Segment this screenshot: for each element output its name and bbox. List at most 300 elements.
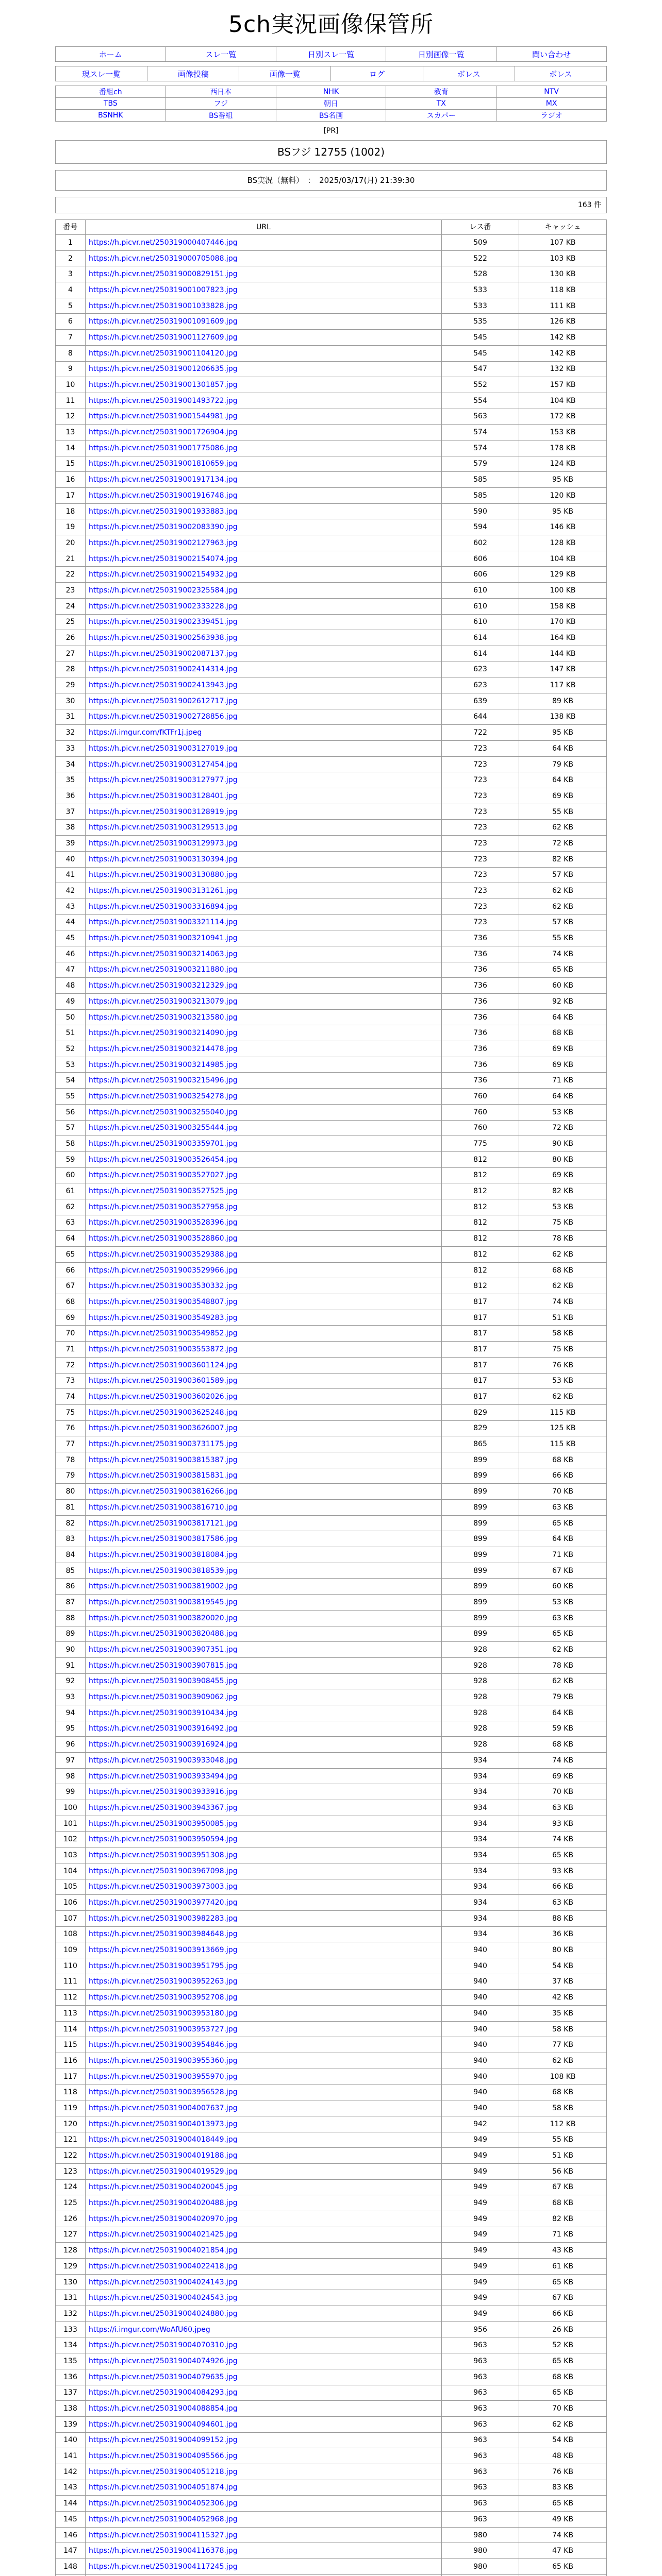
image-link[interactable]: https://h.picvr.net/250319003954846.jpg — [89, 2041, 238, 2049]
row-cache-link[interactable]: 93 KB — [519, 1863, 607, 1879]
row-cache-link[interactable]: 49 KB — [519, 2512, 607, 2528]
image-link[interactable]: https://h.picvr.net/250319003254278.jpg — [89, 1092, 238, 1100]
subnav-link-3[interactable]: ログ — [331, 66, 423, 81]
row-cache-link[interactable]: 51 KB — [519, 1310, 607, 1326]
image-link[interactable]: https://h.picvr.net/250319002612717.jpg — [89, 697, 238, 705]
row-cache-link[interactable]: 62 KB — [519, 883, 607, 899]
row-cache-link[interactable]: 74 KB — [519, 1753, 607, 1769]
row-cache-link[interactable]: 65 KB — [519, 962, 607, 978]
row-cache-link[interactable]: 53 KB — [519, 1595, 607, 1611]
row-cache-link[interactable]: 115 KB — [519, 1436, 607, 1452]
image-link[interactable]: https://h.picvr.net/250319003815831.jpg — [89, 1471, 238, 1480]
row-cache-link[interactable]: 59 KB — [519, 1721, 607, 1737]
board-link-1-4[interactable]: MX — [496, 98, 607, 110]
image-link[interactable]: https://h.picvr.net/250319004024880.jpg — [89, 2309, 238, 2318]
image-link[interactable]: https://h.picvr.net/250319003955970.jpg — [89, 2072, 238, 2081]
row-cache-link[interactable]: 64 KB — [519, 1531, 607, 1547]
image-link[interactable]: https://h.picvr.net/250319003215496.jpg — [89, 1076, 238, 1085]
image-link[interactable]: https://h.picvr.net/250319004019188.jpg — [89, 2151, 238, 2160]
image-link[interactable]: https://h.picvr.net/250319004084293.jpg — [89, 2388, 238, 2397]
image-link[interactable]: https://h.picvr.net/250319003952263.jpg — [89, 1977, 238, 1986]
row-cache-link[interactable]: 142 KB — [519, 345, 607, 361]
row-cache-link[interactable]: 68 KB — [519, 2084, 607, 2100]
nav-link-1[interactable]: スレ一覧 — [166, 47, 276, 62]
image-link[interactable]: https://h.picvr.net/250319004021425.jpg — [89, 2230, 238, 2239]
row-cache-link[interactable]: 54 KB — [519, 2432, 607, 2448]
row-cache-link[interactable]: 68 KB — [519, 2369, 607, 2385]
image-link[interactable]: https://h.picvr.net/250319003601124.jpg — [89, 1361, 238, 1369]
row-cache-link[interactable]: 51 KB — [519, 2148, 607, 2164]
row-cache-link[interactable]: 61 KB — [519, 2259, 607, 2275]
image-link[interactable]: https://h.picvr.net/250319003943367.jpg — [89, 1803, 238, 1812]
row-cache-link[interactable]: 64 KB — [519, 1705, 607, 1721]
row-cache-link[interactable]: 68 KB — [519, 1452, 607, 1468]
image-link[interactable]: https://h.picvr.net/250319003933048.jpg — [89, 1756, 238, 1765]
image-link[interactable]: https://h.picvr.net/250319003973003.jpg — [89, 1883, 238, 1891]
row-cache-link[interactable]: 68 KB — [519, 1262, 607, 1278]
row-cache-link[interactable]: 129 KB — [519, 567, 607, 583]
row-cache-link[interactable]: 65 KB — [519, 1626, 607, 1642]
image-link[interactable]: https://h.picvr.net/250319003359701.jpg — [89, 1140, 238, 1148]
row-cache-link[interactable]: 67 KB — [519, 1563, 607, 1579]
row-cache-link[interactable]: 153 KB — [519, 425, 607, 440]
row-cache-link[interactable]: 70 KB — [519, 1784, 607, 1800]
row-cache-link[interactable]: 100 KB — [519, 583, 607, 599]
image-link[interactable]: https://h.picvr.net/250319003128919.jpg — [89, 807, 238, 816]
image-link[interactable]: https://h.picvr.net/250319003214090.jpg — [89, 1029, 238, 1038]
row-cache-link[interactable]: 62 KB — [519, 1673, 607, 1689]
row-cache-link[interactable]: 63 KB — [519, 1610, 607, 1626]
row-cache-link[interactable]: 70 KB — [519, 1484, 607, 1500]
image-link[interactable]: https://h.picvr.net/250319003529966.jpg — [89, 1266, 238, 1275]
image-link[interactable]: https://h.picvr.net/250319004013973.jpg — [89, 2120, 238, 2128]
row-cache-link[interactable]: 78 KB — [519, 1657, 607, 1673]
row-cache-link[interactable]: 69 KB — [519, 788, 607, 804]
row-cache-link[interactable]: 63 KB — [519, 1500, 607, 1516]
row-cache-link[interactable]: 62 KB — [519, 2416, 607, 2432]
row-cache-link[interactable]: 170 KB — [519, 614, 607, 630]
row-cache-link[interactable]: 54 KB — [519, 1958, 607, 1974]
row-cache-link[interactable]: 55 KB — [519, 930, 607, 946]
row-cache-link[interactable]: 108 KB — [519, 2069, 607, 2084]
image-link[interactable]: https://h.picvr.net/250319000705088.jpg — [89, 254, 238, 263]
row-cache-link[interactable]: 90 KB — [519, 1136, 607, 1152]
nav-link-0[interactable]: ホーム — [56, 47, 166, 62]
image-link[interactable]: https://h.picvr.net/250319003625248.jpg — [89, 1408, 238, 1417]
image-link[interactable]: https://h.picvr.net/250319003528396.jpg — [89, 1218, 238, 1227]
row-cache-link[interactable]: 43 KB — [519, 2243, 607, 2259]
row-cache-link[interactable]: 144 KB — [519, 646, 607, 662]
row-cache-link[interactable]: 47 KB — [519, 2543, 607, 2559]
image-link[interactable]: https://h.picvr.net/250319003916492.jpg — [89, 1724, 238, 1733]
image-link[interactable]: https://h.picvr.net/250319004051874.jpg — [89, 2483, 238, 2492]
row-cache-link[interactable]: 62 KB — [519, 1247, 607, 1263]
nav-link-2[interactable]: 日別スレ一覧 — [276, 47, 386, 62]
image-link[interactable]: https://h.picvr.net/250319003127454.jpg — [89, 760, 238, 769]
row-cache-link[interactable]: 118 KB — [519, 282, 607, 298]
row-cache-link[interactable]: 89 KB — [519, 693, 607, 709]
board-link-1-2[interactable]: 朝日 — [276, 98, 386, 110]
row-cache-link[interactable]: 115 KB — [519, 1404, 607, 1420]
image-link[interactable]: https://i.imgur.com/WoAfU60.jpeg — [89, 2325, 210, 2334]
row-cache-link[interactable]: 69 KB — [519, 1768, 607, 1784]
image-link[interactable]: https://h.picvr.net/250319003977420.jpg — [89, 1899, 238, 1907]
row-cache-link[interactable]: 76 KB — [519, 1357, 607, 1373]
image-link[interactable]: https://h.picvr.net/250319003818084.jpg — [89, 1550, 238, 1559]
row-cache-link[interactable]: 178 KB — [519, 440, 607, 456]
row-cache-link[interactable]: 55 KB — [519, 804, 607, 820]
image-link[interactable]: https://h.picvr.net/250319003910434.jpg — [89, 1708, 238, 1717]
row-cache-link[interactable]: 37 KB — [519, 1974, 607, 1990]
image-link[interactable]: https://h.picvr.net/250319003950085.jpg — [89, 1819, 238, 1828]
image-link[interactable]: https://h.picvr.net/250319003128401.jpg — [89, 791, 238, 800]
image-link[interactable]: https://h.picvr.net/250319001127609.jpg — [89, 333, 238, 342]
subnav-link-1[interactable]: 画像投稿 — [147, 66, 239, 81]
nav-link-4[interactable]: 問い合わせ — [496, 47, 607, 62]
image-link[interactable]: https://h.picvr.net/250319001206635.jpg — [89, 365, 238, 374]
row-cache-link[interactable]: 112 KB — [519, 2116, 607, 2132]
image-link[interactable]: https://h.picvr.net/250319003982283.jpg — [89, 1914, 238, 1923]
image-link[interactable]: https://h.picvr.net/250319003212329.jpg — [89, 981, 238, 990]
row-cache-link[interactable]: 104 KB — [519, 393, 607, 409]
row-cache-link[interactable]: 68 KB — [519, 1737, 607, 1753]
image-link[interactable]: https://h.picvr.net/250319003214478.jpg — [89, 1044, 238, 1053]
image-link[interactable]: https://h.picvr.net/250319002154932.jpg — [89, 570, 238, 579]
row-cache-link[interactable]: 62 KB — [519, 1642, 607, 1658]
board-link-2-3[interactable]: スカパー — [386, 110, 496, 122]
image-link[interactable]: https://h.picvr.net/250319003951795.jpg — [89, 1961, 238, 1970]
row-cache-link[interactable]: 82 KB — [519, 1183, 607, 1199]
image-link[interactable]: https://h.picvr.net/250319004070310.jpg — [89, 2341, 238, 2350]
image-link[interactable]: https://h.picvr.net/250319001933883.jpg — [89, 507, 238, 516]
image-link[interactable]: https://h.picvr.net/250319002127963.jpg — [89, 538, 238, 547]
row-cache-link[interactable]: 62 KB — [519, 2053, 607, 2069]
row-cache-link[interactable]: 52 KB — [519, 2337, 607, 2353]
row-cache-link[interactable]: 67 KB — [519, 2179, 607, 2195]
image-link[interactable]: https://h.picvr.net/250319004051218.jpg — [89, 2467, 238, 2476]
row-cache-link[interactable]: 74 KB — [519, 2527, 607, 2543]
row-cache-link[interactable]: 103 KB — [519, 250, 607, 266]
row-cache-link[interactable]: 56 KB — [519, 2163, 607, 2179]
image-link[interactable]: https://h.picvr.net/250319003316894.jpg — [89, 902, 238, 911]
image-link[interactable]: https://h.picvr.net/250319003549283.jpg — [89, 1313, 238, 1322]
image-link[interactable]: https://h.picvr.net/250319002563938.jpg — [89, 634, 238, 642]
image-link[interactable]: https://h.picvr.net/250319002339451.jpg — [89, 618, 238, 626]
row-cache-link[interactable]: 36 KB — [519, 1926, 607, 1942]
image-link[interactable]: https://h.picvr.net/250319003129513.jpg — [89, 823, 238, 832]
image-link[interactable]: https://h.picvr.net/250319001726904.jpg — [89, 428, 238, 437]
image-link[interactable]: https://h.picvr.net/250319003967098.jpg — [89, 1867, 238, 1875]
row-cache-link[interactable]: 80 KB — [519, 1151, 607, 1167]
image-link[interactable]: https://h.picvr.net/250319003529388.jpg — [89, 1250, 238, 1259]
image-link[interactable]: https://h.picvr.net/250319003127977.jpg — [89, 776, 238, 785]
image-link[interactable]: https://h.picvr.net/250319003255444.jpg — [89, 1124, 238, 1132]
image-link[interactable]: https://h.picvr.net/250319003953180.jpg — [89, 2009, 238, 2018]
image-link[interactable]: https://h.picvr.net/250319001033828.jpg — [89, 301, 238, 310]
image-link[interactable]: https://h.picvr.net/250319003816710.jpg — [89, 1503, 238, 1512]
row-cache-link[interactable]: 53 KB — [519, 1104, 607, 1120]
image-link[interactable]: https://h.picvr.net/250319002333228.jpg — [89, 602, 238, 611]
board-link-2-2[interactable]: BS名画 — [276, 110, 386, 122]
image-link[interactable]: https://h.picvr.net/250319003626007.jpg — [89, 1424, 238, 1433]
board-link-0-3[interactable]: 教育 — [386, 86, 496, 98]
row-cache-link[interactable]: 72 KB — [519, 1120, 607, 1136]
row-cache-link[interactable]: 138 KB — [519, 709, 607, 725]
row-cache-link[interactable]: 66 KB — [519, 1879, 607, 1895]
row-cache-link[interactable]: 65 KB — [519, 1848, 607, 1863]
image-link[interactable]: https://h.picvr.net/250319004095566.jpg — [89, 2452, 238, 2461]
row-cache-link[interactable]: 67 KB — [519, 2290, 607, 2306]
image-link[interactable]: https://h.picvr.net/250319003129973.jpg — [89, 839, 238, 848]
image-link[interactable]: https://h.picvr.net/250319004020488.jpg — [89, 2199, 238, 2208]
row-cache-link[interactable]: 71 KB — [519, 2227, 607, 2243]
row-cache-link[interactable]: 93 KB — [519, 1816, 607, 1832]
row-cache-link[interactable]: 80 KB — [519, 1942, 607, 1958]
row-cache-link[interactable]: 58 KB — [519, 1326, 607, 1342]
image-link[interactable]: https://h.picvr.net/250319001544981.jpg — [89, 412, 238, 421]
board-link-1-0[interactable]: TBS — [56, 98, 166, 110]
image-link[interactable]: https://h.picvr.net/250319002087137.jpg — [89, 649, 238, 658]
image-link[interactable]: https://h.picvr.net/250319004018449.jpg — [89, 2136, 238, 2144]
row-cache-link[interactable]: 53 KB — [519, 1373, 607, 1389]
row-cache-link[interactable]: 64 KB — [519, 1089, 607, 1105]
board-link-0-4[interactable]: NTV — [496, 86, 607, 98]
image-link[interactable]: https://h.picvr.net/250319003933916.jpg — [89, 1788, 238, 1797]
row-cache-link[interactable]: 57 KB — [519, 914, 607, 930]
image-link[interactable]: https://h.picvr.net/250319004052306.jpg — [89, 2499, 238, 2508]
row-cache-link[interactable]: 78 KB — [519, 1231, 607, 1247]
row-cache-link[interactable]: 63 KB — [519, 1800, 607, 1816]
row-cache-link[interactable]: 72 KB — [519, 836, 607, 852]
row-cache-link[interactable]: 68 KB — [519, 1025, 607, 1041]
image-link[interactable]: https://h.picvr.net/250319003984648.jpg — [89, 1930, 238, 1939]
row-cache-link[interactable]: 79 KB — [519, 1689, 607, 1705]
row-cache-link[interactable]: 120 KB — [519, 488, 607, 504]
image-link[interactable]: https://h.picvr.net/250319003817121.jpg — [89, 1519, 238, 1528]
image-link[interactable]: https://h.picvr.net/250319004020045.jpg — [89, 2183, 238, 2192]
row-cache-link[interactable]: 63 KB — [519, 1895, 607, 1911]
image-link[interactable]: https://h.picvr.net/250319004099152.jpg — [89, 2436, 238, 2445]
subnav-link-2[interactable]: 画像一覧 — [239, 66, 331, 81]
row-cache-link[interactable]: 70 KB — [519, 2401, 607, 2417]
row-cache-link[interactable]: 128 KB — [519, 535, 607, 551]
row-cache-link[interactable]: 74 KB — [519, 946, 607, 962]
image-link[interactable]: https://h.picvr.net/250319003553872.jpg — [89, 1345, 238, 1353]
image-link[interactable]: https://h.picvr.net/250319002083390.jpg — [89, 523, 238, 532]
row-cache-link[interactable]: 158 KB — [519, 598, 607, 614]
image-link[interactable]: https://h.picvr.net/250319003909062.jpg — [89, 1693, 238, 1702]
image-link[interactable]: https://h.picvr.net/250319003549852.jpg — [89, 1329, 238, 1338]
image-link[interactable]: https://h.picvr.net/250319001091609.jpg — [89, 317, 238, 326]
subnav-link-4[interactable]: ボレス — [423, 66, 515, 81]
image-link[interactable]: https://h.picvr.net/250319003321114.jpg — [89, 918, 238, 927]
row-cache-link[interactable]: 69 KB — [519, 1057, 607, 1073]
image-link[interactable]: https://h.picvr.net/250319003956528.jpg — [89, 2088, 238, 2097]
row-cache-link[interactable]: 66 KB — [519, 2306, 607, 2322]
image-link[interactable]: https://h.picvr.net/250319004052968.jpg — [89, 2515, 238, 2523]
row-cache-link[interactable]: 88 KB — [519, 1910, 607, 1926]
board-link-1-1[interactable]: フジ — [166, 98, 276, 110]
board-link-2-0[interactable]: BSNHK — [56, 110, 166, 122]
image-link[interactable]: https://h.picvr.net/250319004116378.jpg — [89, 2547, 238, 2555]
row-cache-link[interactable]: 58 KB — [519, 2100, 607, 2116]
row-cache-link[interactable]: 107 KB — [519, 235, 607, 251]
image-link[interactable]: https://h.picvr.net/250319003527525.jpg — [89, 1187, 238, 1196]
row-cache-link[interactable]: 111 KB — [519, 298, 607, 314]
image-link[interactable]: https://h.picvr.net/250319003816266.jpg — [89, 1487, 238, 1496]
image-link[interactable]: https://h.picvr.net/250319003528860.jpg — [89, 1234, 238, 1243]
image-link[interactable]: https://h.picvr.net/250319003214063.jpg — [89, 950, 238, 958]
image-link[interactable]: https://h.picvr.net/250319003213580.jpg — [89, 1013, 238, 1022]
row-cache-link[interactable]: 69 KB — [519, 1041, 607, 1057]
row-cache-link[interactable]: 60 KB — [519, 978, 607, 994]
image-link[interactable]: https://h.picvr.net/250319004074926.jpg — [89, 2357, 238, 2365]
image-link[interactable]: https://h.picvr.net/250319003127019.jpg — [89, 744, 238, 753]
image-link[interactable]: https://h.picvr.net/250319003211880.jpg — [89, 965, 238, 974]
image-link[interactable]: https://h.picvr.net/250319001007823.jpg — [89, 285, 238, 294]
row-cache-link[interactable]: 164 KB — [519, 630, 607, 646]
image-link[interactable]: https://h.picvr.net/250319001916748.jpg — [89, 491, 238, 500]
image-link[interactable]: https://h.picvr.net/250319003601589.jpg — [89, 1377, 238, 1385]
image-link[interactable]: https://h.picvr.net/250319003815387.jpg — [89, 1455, 238, 1464]
image-link[interactable]: https://h.picvr.net/250319002728856.jpg — [89, 713, 238, 721]
row-cache-link[interactable]: 65 KB — [519, 2353, 607, 2369]
row-cache-link[interactable]: 95 KB — [519, 725, 607, 741]
row-cache-link[interactable]: 42 KB — [519, 1990, 607, 2006]
row-cache-link[interactable]: 60 KB — [519, 1579, 607, 1595]
row-cache-link[interactable]: 71 KB — [519, 1073, 607, 1089]
image-link[interactable]: https://h.picvr.net/250319002414314.jpg — [89, 665, 238, 674]
row-cache-link[interactable]: 82 KB — [519, 851, 607, 867]
row-cache-link[interactable]: 92 KB — [519, 994, 607, 1010]
image-link[interactable]: https://h.picvr.net/250319003548807.jpg — [89, 1297, 238, 1306]
image-link[interactable]: https://h.picvr.net/250319003213079.jpg — [89, 997, 238, 1006]
image-link[interactable]: https://h.picvr.net/250319004021854.jpg — [89, 2246, 238, 2255]
row-cache-link[interactable]: 65 KB — [519, 2274, 607, 2290]
row-cache-link[interactable]: 104 KB — [519, 551, 607, 567]
row-cache-link[interactable]: 55 KB — [519, 2132, 607, 2148]
image-link[interactable]: https://h.picvr.net/250319003819002.jpg — [89, 1582, 238, 1591]
image-link[interactable]: https://h.picvr.net/250319003602026.jpg — [89, 1393, 238, 1401]
row-cache-link[interactable]: 76 KB — [519, 2464, 607, 2480]
image-link[interactable]: https://h.picvr.net/250319003916924.jpg — [89, 1740, 238, 1749]
row-cache-link[interactable]: 83 KB — [519, 2480, 607, 2496]
image-link[interactable]: https://h.picvr.net/250319000829151.jpg — [89, 270, 238, 279]
row-cache-link[interactable]: 66 KB — [519, 1468, 607, 1484]
image-link[interactable]: https://h.picvr.net/250319001301857.jpg — [89, 381, 238, 389]
image-link[interactable]: https://h.picvr.net/250319004007637.jpg — [89, 2104, 238, 2112]
row-cache-link[interactable]: 132 KB — [519, 361, 607, 377]
row-cache-link[interactable]: 146 KB — [519, 519, 607, 535]
image-link[interactable]: https://h.picvr.net/250319003933494.jpg — [89, 1772, 238, 1781]
row-cache-link[interactable]: 142 KB — [519, 330, 607, 346]
row-cache-link[interactable]: 35 KB — [519, 2006, 607, 2022]
image-link[interactable]: https://h.picvr.net/250319003955360.jpg — [89, 2056, 238, 2065]
image-link[interactable]: https://h.picvr.net/250319004024143.jpg — [89, 2278, 238, 2286]
image-link[interactable]: https://h.picvr.net/250319003210941.jpg — [89, 934, 238, 943]
row-cache-link[interactable]: 75 KB — [519, 1215, 607, 1231]
board-link-2-1[interactable]: BS番組 — [166, 110, 276, 122]
row-cache-link[interactable]: 62 KB — [519, 899, 607, 914]
subnav-link-5[interactable]: ボレス — [515, 66, 606, 81]
image-link[interactable]: https://h.picvr.net/250319004022418.jpg — [89, 2262, 238, 2270]
row-cache-link[interactable]: 68 KB — [519, 2195, 607, 2211]
image-link[interactable]: https://h.picvr.net/250319003527027.jpg — [89, 1171, 238, 1180]
image-link[interactable]: https://h.picvr.net/250319003130394.jpg — [89, 855, 238, 863]
row-cache-link[interactable]: 62 KB — [519, 820, 607, 836]
board-link-2-4[interactable]: ラジオ — [496, 110, 607, 122]
row-cache-link[interactable]: 82 KB — [519, 2211, 607, 2227]
board-link-0-0[interactable]: 番組ch — [56, 86, 166, 98]
image-link[interactable]: https://h.picvr.net/250319001493722.jpg — [89, 396, 238, 405]
image-link[interactable]: https://h.picvr.net/250319001917134.jpg — [89, 476, 238, 484]
image-link[interactable]: https://h.picvr.net/250319003818539.jpg — [89, 1566, 238, 1575]
image-link[interactable]: https://h.picvr.net/250319000407446.jpg — [89, 238, 238, 247]
image-link[interactable]: https://h.picvr.net/250319003907815.jpg — [89, 1661, 238, 1670]
nav-link-3[interactable]: 日別画像一覧 — [386, 47, 496, 62]
image-link[interactable]: https://h.picvr.net/250319001775086.jpg — [89, 444, 238, 452]
row-cache-link[interactable]: 48 KB — [519, 2448, 607, 2464]
image-link[interactable]: https://h.picvr.net/250319003820488.jpg — [89, 1630, 238, 1638]
row-cache-link[interactable]: 124 KB — [519, 456, 607, 472]
row-cache-link[interactable]: 53 KB — [519, 1199, 607, 1215]
image-link[interactable]: https://h.picvr.net/250319004115327.jpg — [89, 2531, 238, 2539]
image-link[interactable]: https://h.picvr.net/250319003819545.jpg — [89, 1598, 238, 1606]
image-link[interactable]: https://h.picvr.net/250319003214985.jpg — [89, 1060, 238, 1069]
row-cache-link[interactable]: 65 KB — [519, 2559, 607, 2575]
row-cache-link[interactable]: 95 KB — [519, 503, 607, 519]
image-link[interactable]: https://h.picvr.net/250319002325584.jpg — [89, 586, 238, 595]
board-link-1-3[interactable]: TX — [386, 98, 496, 110]
row-cache-link[interactable]: 57 KB — [519, 867, 607, 883]
row-cache-link[interactable]: 79 KB — [519, 756, 607, 772]
image-link[interactable]: https://h.picvr.net/250319001810659.jpg — [89, 460, 238, 468]
image-link[interactable]: https://h.picvr.net/250319003951308.jpg — [89, 1851, 238, 1859]
row-cache-link[interactable]: 77 KB — [519, 2037, 607, 2053]
subnav-link-0[interactable]: 現スレ一覧 — [56, 66, 147, 81]
row-cache-link[interactable]: 117 KB — [519, 677, 607, 693]
image-link[interactable]: https://h.picvr.net/250319003731175.jpg — [89, 1440, 238, 1449]
row-cache-link[interactable]: 65 KB — [519, 1515, 607, 1531]
board-link-0-1[interactable]: 西日本 — [166, 86, 276, 98]
image-link[interactable]: https://h.picvr.net/250319004088854.jpg — [89, 2404, 238, 2413]
row-cache-link[interactable]: 75 KB — [519, 1342, 607, 1358]
image-link[interactable]: https://h.picvr.net/250319003530332.jpg — [89, 1282, 238, 1291]
image-link[interactable]: https://h.picvr.net/250319004079635.jpg — [89, 2372, 238, 2381]
row-cache-link[interactable]: 69 KB — [519, 1167, 607, 1183]
image-link[interactable]: https://h.picvr.net/250319004020970.jpg — [89, 2214, 238, 2223]
image-link[interactable]: https://h.picvr.net/250319004024543.jpg — [89, 2294, 238, 2302]
image-link[interactable]: https://h.picvr.net/250319003817586.jpg — [89, 1535, 238, 1544]
row-cache-link[interactable]: 26 KB — [519, 2321, 607, 2337]
image-link[interactable]: https://h.picvr.net/250319003950594.jpg — [89, 1835, 238, 1844]
image-link[interactable]: https://h.picvr.net/250319003526454.jpg — [89, 1155, 238, 1164]
row-cache-link[interactable]: 62 KB — [519, 1389, 607, 1405]
image-link[interactable]: https://h.picvr.net/250319003953727.jpg — [89, 2025, 238, 2033]
board-link-0-2[interactable]: NHK — [276, 86, 386, 98]
row-cache-link[interactable]: 62 KB — [519, 1278, 607, 1294]
image-link[interactable]: https://h.picvr.net/250319003527958.jpg — [89, 1202, 238, 1211]
row-cache-link[interactable]: 58 KB — [519, 2021, 607, 2037]
row-cache-link[interactable]: 147 KB — [519, 662, 607, 677]
row-cache-link[interactable]: 65 KB — [519, 2496, 607, 2512]
row-cache-link[interactable]: 74 KB — [519, 1832, 607, 1848]
row-cache-link[interactable]: 157 KB — [519, 377, 607, 393]
row-cache-link[interactable]: 172 KB — [519, 409, 607, 425]
row-cache-link[interactable]: 64 KB — [519, 772, 607, 788]
row-cache-link[interactable]: 74 KB — [519, 1294, 607, 1310]
row-cache-link[interactable]: 126 KB — [519, 314, 607, 330]
